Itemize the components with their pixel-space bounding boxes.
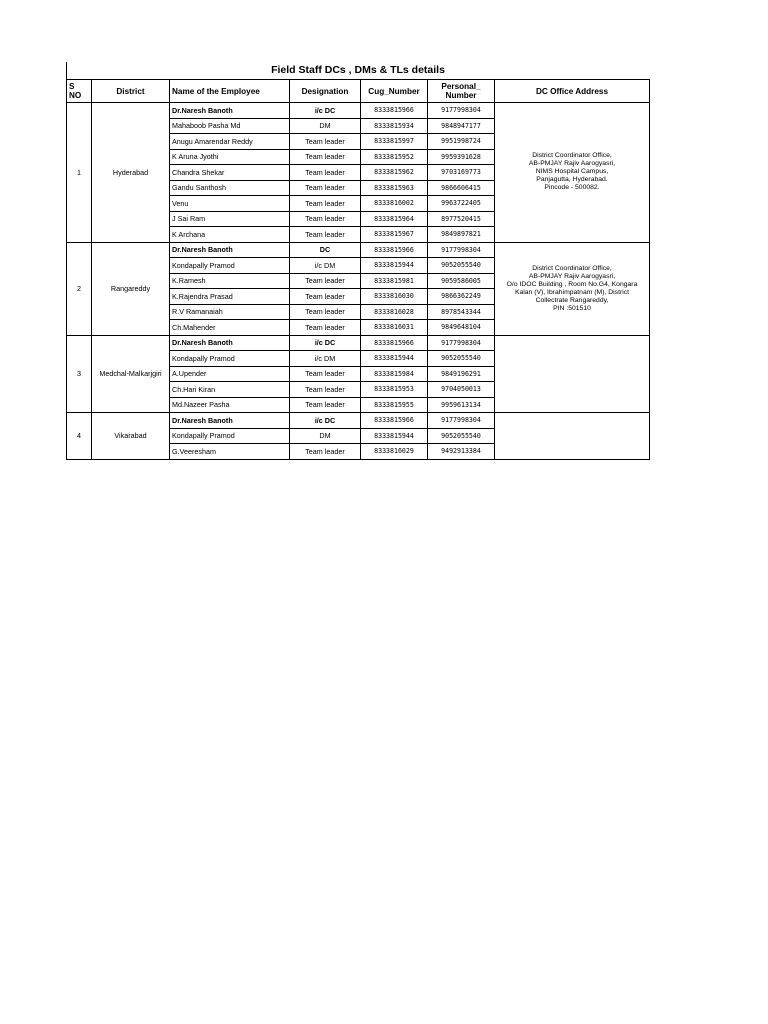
designation-cell: Team leader: [290, 444, 361, 460]
employee-name-cell: Venu: [170, 196, 290, 212]
employee-name-cell: J Sai Ram: [170, 211, 290, 227]
header-address: DC Office Address: [495, 80, 650, 103]
sno-cell: 4: [67, 413, 92, 460]
personal-number-cell: 9866362249: [428, 289, 495, 305]
cug-number-cell: 8333815997: [361, 134, 428, 150]
address-line: Collectrate Rangareddy,: [535, 296, 609, 304]
personal-number-cell: 9052055540: [428, 351, 495, 367]
cug-number-cell: 8333815944: [361, 428, 428, 444]
cug-number-cell: 8333815944: [361, 258, 428, 274]
table-row: [67, 242, 650, 258]
designation-cell: DM: [290, 118, 361, 134]
designation-cell: Team leader: [290, 304, 361, 320]
cug-number-cell: 8333815966: [361, 103, 428, 119]
employee-name-cell: K.Rajendra Prasad: [170, 289, 290, 305]
table-row: [67, 413, 650, 429]
address-line: NIMS Hospital Campus,: [535, 168, 609, 176]
cug-number-cell: 8333816002: [361, 196, 428, 212]
header-sno: S NO: [67, 80, 92, 103]
designation-cell: Team leader: [290, 382, 361, 398]
designation-cell: i/c DM: [290, 258, 361, 274]
designation-cell: Team leader: [290, 149, 361, 165]
employee-name-cell: Gandu Santhosh: [170, 180, 290, 196]
personal-number-cell: 9177998304: [428, 242, 495, 258]
designation-cell: Team leader: [290, 227, 361, 243]
address-line: District Coordinator Office,: [532, 152, 612, 160]
table-row: [67, 103, 650, 119]
cug-number-cell: 8333815966: [361, 413, 428, 429]
address-line: Pincode - 500082.: [544, 184, 600, 192]
employee-name-cell: Mahaboob Pasha Md: [170, 118, 290, 134]
employee-name-cell: Ch.Mahender: [170, 320, 290, 336]
employee-name-cell: Chandra Shekar: [170, 165, 290, 181]
employee-name-cell: A.Upender: [170, 366, 290, 382]
header-district: District: [92, 80, 170, 103]
district-cell: Vikarabad: [92, 413, 170, 460]
cug-number-cell: 8333816028: [361, 304, 428, 320]
designation-cell: i/c DC: [290, 103, 361, 119]
address-line: Panjagutta, Hyderabad.: [536, 176, 608, 184]
personal-number-cell: 9848947177: [428, 118, 495, 134]
district-cell: Hyderabad: [92, 103, 170, 243]
personal-number-cell: 9059586005: [428, 273, 495, 289]
address-line: PIN :501510: [553, 304, 591, 312]
personal-number-cell: 9704050013: [428, 382, 495, 398]
cug-number-cell: 8333815962: [361, 165, 428, 181]
employee-name-cell: K.Ramesh: [170, 273, 290, 289]
cug-number-cell: 8333816029: [361, 444, 428, 460]
personal-number-cell: 9177998304: [428, 335, 495, 351]
personal-number-cell: 8978543344: [428, 304, 495, 320]
designation-cell: Team leader: [290, 397, 361, 413]
designation-cell: Team leader: [290, 366, 361, 382]
employee-name-cell: Dr.Naresh Banoth: [170, 103, 290, 119]
personal-number-cell: 9849648104: [428, 320, 495, 336]
cug-number-cell: 8333815963: [361, 180, 428, 196]
employee-name-cell: Dr.Naresh Banoth: [170, 335, 290, 351]
personal-number-cell: 9177998304: [428, 103, 495, 119]
dc-office-address-cell: [495, 103, 650, 243]
employee-name-cell: Kondapally Pramod: [170, 428, 290, 444]
sno-cell: 2: [67, 242, 92, 335]
address-line: O/o IDOC Building , Room No.G4, Kongara: [506, 280, 638, 288]
district-cell: Medchal-Malkarjgiri: [92, 335, 170, 413]
cug-number-cell: 8333815967: [361, 227, 428, 243]
cug-number-cell: 8333815966: [361, 242, 428, 258]
employee-name-cell: Anugu Amarendar Reddy: [170, 134, 290, 150]
employee-name-cell: K Archana: [170, 227, 290, 243]
personal-number-cell: 9959613134: [428, 397, 495, 413]
cug-number-cell: 8333816031: [361, 320, 428, 336]
cug-number-cell: 8333815966: [361, 335, 428, 351]
employee-name-cell: Ch.Hari Kiran: [170, 382, 290, 398]
cug-number-cell: 8333815953: [361, 382, 428, 398]
personal-number-cell: 9959391628: [428, 149, 495, 165]
personal-number-cell: 9052055540: [428, 258, 495, 274]
employee-name-cell: G.Veeresham: [170, 444, 290, 460]
personal-number-cell: 9177998304: [428, 413, 495, 429]
dc-office-address-cell: [495, 242, 650, 335]
sheet-title: Field Staff DCs , DMs & TLs details: [66, 62, 649, 79]
employee-name-cell: R.V Ramanaiah: [170, 304, 290, 320]
table-row: [67, 335, 650, 351]
header-personal: Personal_ Number: [428, 80, 495, 103]
address-line: District Coordinator Office,: [532, 264, 612, 272]
employee-name-cell: Md.Nazeer Pasha: [170, 397, 290, 413]
designation-cell: i/c DC: [290, 413, 361, 429]
cug-number-cell: 8333815944: [361, 351, 428, 367]
header-name: Name of the Employee: [170, 80, 290, 103]
designation-cell: DC: [290, 242, 361, 258]
personal-number-cell: 8977520415: [428, 211, 495, 227]
designation-cell: i/c DC: [290, 335, 361, 351]
personal-number-cell: 9492913384: [428, 444, 495, 460]
personal-number-cell: 9052055540: [428, 428, 495, 444]
designation-cell: Team leader: [290, 196, 361, 212]
staff-sheet: [66, 62, 649, 460]
personal-number-cell: 9951998724: [428, 134, 495, 150]
header-row: [67, 80, 650, 103]
designation-cell: Team leader: [290, 180, 361, 196]
cug-number-cell: 8333815964: [361, 211, 428, 227]
cug-number-cell: 8333815934: [361, 118, 428, 134]
sno-cell: 3: [67, 335, 92, 413]
employee-name-cell: Dr.Naresh Banoth: [170, 242, 290, 258]
designation-cell: DM: [290, 428, 361, 444]
address-line: AB-PMJAY Rajiv Aarogyasri,: [528, 272, 616, 280]
cug-number-cell: 8333815981: [361, 273, 428, 289]
address-line: AB-PMJAY Rajiv Aarogyasri,: [528, 160, 616, 168]
designation-cell: Team leader: [290, 320, 361, 336]
designation-cell: Team leader: [290, 273, 361, 289]
designation-cell: Team leader: [290, 165, 361, 181]
employee-name-cell: Dr.Naresh Banoth: [170, 413, 290, 429]
dc-office-address-cell: [495, 413, 650, 460]
cug-number-cell: 8333815952: [361, 149, 428, 165]
cug-number-cell: 8333815984: [361, 366, 428, 382]
designation-cell: Team leader: [290, 211, 361, 227]
cug-number-cell: 8333815955: [361, 397, 428, 413]
district-cell: Rangareddy: [92, 242, 170, 335]
personal-number-cell: 9963722405: [428, 196, 495, 212]
designation-cell: Team leader: [290, 289, 361, 305]
header-designation: Designation: [290, 80, 361, 103]
address-line: Kalan (V), Ibrahimpatnam (M), District: [514, 288, 630, 296]
employee-name-cell: K Aruna Jyothi: [170, 149, 290, 165]
employee-name-cell: Kondapally Pramod: [170, 258, 290, 274]
personal-number-cell: 9849897821: [428, 227, 495, 243]
personal-number-cell: 9703169773: [428, 165, 495, 181]
designation-cell: Team leader: [290, 134, 361, 150]
designation-cell: i/c DM: [290, 351, 361, 367]
employee-name-cell: Kondapally Pramod: [170, 351, 290, 367]
table-body: [67, 103, 650, 460]
personal-number-cell: 9866606415: [428, 180, 495, 196]
dc-office-address-cell: [495, 335, 650, 413]
sno-cell: 1: [67, 103, 92, 243]
cug-number-cell: 8333816030: [361, 289, 428, 305]
personal-number-cell: 9849196291: [428, 366, 495, 382]
staff-table: [66, 79, 650, 460]
header-cug: Cug_Number: [361, 80, 428, 103]
